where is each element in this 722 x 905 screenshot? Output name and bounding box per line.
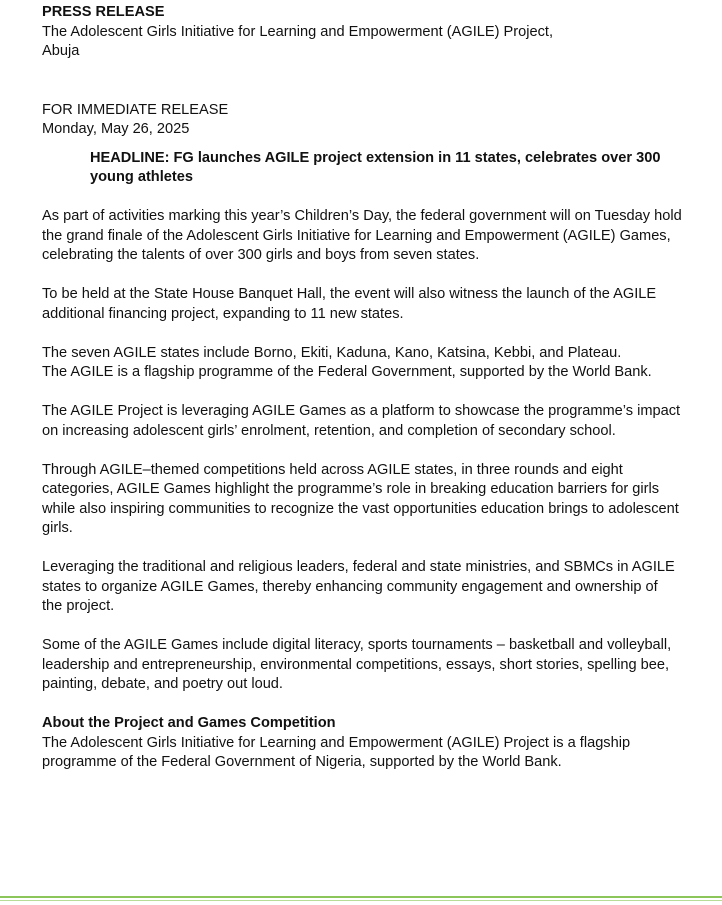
about-text: The Adolescent Girls Initiative for Learning and Empowerment (AGILE) Project is a flagship programme of the Federal Government of Nigeria, supported by the World Bank. [42, 734, 631, 770]
press-release-document [42, 3, 682, 773]
paragraph-competitions: Through AGILE–themed competitions held across AGILE states, in three rounds and eight categories, AGILE Games highlight the programme’s role in breaking education barriers for girls while also inspiring communities to recognize the vast opportunities education brings to adolescent girls. [42, 461, 679, 536]
paragraph-games-list: Some of the AGILE Games include digital literacy, sports tournaments – basketball and volleyball, leadership and entrepreneurship, environmental competitions, essays, short stories, spelling bee, painting, debate, and poetry out loud. [42, 637, 672, 692]
paragraph-childrens-day: As part of activities marking this year’s Children’s Day, the federal government will on Tuesday hold the grand finale of the Adolescent Girls Initiative for Learning and Empowerment (AGILE) Games, celebrating the talents of over 300 girls and boys from seven states. [42, 208, 682, 263]
agile-flagship-line: The AGILE is a flagship programme of the Federal Government, supported by the World Bank. [42, 364, 652, 380]
footer-rule [0, 896, 722, 898]
paragraph-agile-states [42, 344, 682, 383]
press-release-label: PRESS RELEASE [42, 4, 165, 20]
organization-line: The Adolescent Girls Initiative for Learning and Empowerment (AGILE) Project, [42, 23, 554, 40]
release-date: Monday, May 26, 2025 [42, 121, 190, 137]
paragraph-leveraging-leaders: Leveraging the traditional and religious leaders, federal and state ministries, and SBMCs in AGILE states to organize AGILE Games, thereby enhancing community engagement and ownership of the project. [42, 559, 675, 614]
about-heading: About the Project and Games Competition [42, 715, 336, 731]
paragraph-state-house: To be held at the State House Banquet Hall, the event will also witness the launch of the AGILE additional financing project, expanding to 11 new states. [42, 286, 657, 322]
organization-location: Abuja [42, 43, 80, 59]
release-type: FOR IMMEDIATE RELEASE [42, 101, 229, 118]
spacer [42, 62, 682, 101]
agile-states-line: The seven AGILE states include Borno, Ekiti, Kaduna, Kano, Katsina, Kebbi, and Plateau. [42, 344, 622, 361]
paragraph-games-platform: The AGILE Project is leveraging AGILE Games as a platform to showcase the programme’s impact on increasing adolescent girls’ enrolment, retention, and completion of secondary school. [42, 403, 681, 439]
footer-rule-secondary [0, 900, 722, 901]
headline: HEADLINE: FG launches AGILE project extension in 11 states, celebrates over 300 young athletes [90, 149, 661, 185]
